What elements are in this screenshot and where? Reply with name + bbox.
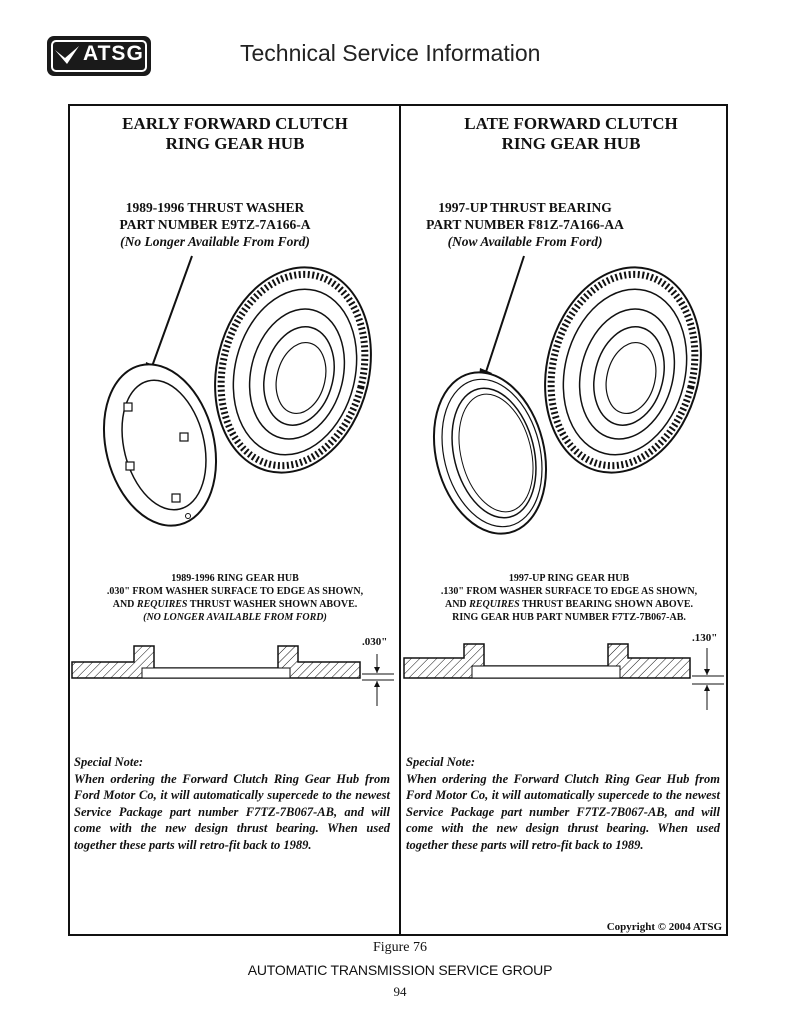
right-cross-section xyxy=(404,640,726,715)
left-spec xyxy=(70,572,400,624)
right-spec xyxy=(402,572,736,624)
right-note-text: When ordering the Forward Clutch Ring Gear Hub from Ford Motor Co, it will automatically supercede to the newest Service Package part number F7TZ-7B067-AB, and will come with the new design thrust bearing. When used together these parts will retro-fit back to 1989. xyxy=(406,771,720,852)
left-heading xyxy=(70,114,400,154)
right-part-line3: (Now Available From Ford) xyxy=(447,234,603,249)
left-note-text: When ordering the Forward Clutch Ring Gear Hub from Ford Motor Co, it will automatically supercede to the newest Service Package part number F7TZ-7B067-AB, and will come with the new design thrust bearing. When used together these parts will retro-fit back to 1989. xyxy=(74,771,390,852)
left-note-label: Special Note: xyxy=(74,755,144,769)
right-part-info xyxy=(400,199,650,250)
right-spec-line4: RING GEAR HUB PART NUMBER F7TZ-7B067-AB. xyxy=(452,612,686,623)
right-illustration xyxy=(430,250,720,540)
left-special-note xyxy=(74,754,390,853)
copyright-text: Copyright © 2004 ATSG xyxy=(606,921,722,933)
footer-org: AUTOMATIC TRANSMISSION SERVICE GROUP xyxy=(247,962,553,978)
right-spec-line2: .130" FROM WASHER SURFACE TO EDGE AS SHOWN, xyxy=(440,586,698,597)
left-part-line2: PART NUMBER E9TZ-7A166-A xyxy=(119,217,311,232)
logo-text: ATSG xyxy=(83,42,144,65)
right-part-line1: 1997-UP THRUST BEARING xyxy=(438,200,612,215)
left-part-info xyxy=(70,199,360,250)
left-dimension-label: .030" xyxy=(362,636,388,648)
page-title: Technical Service Information xyxy=(240,40,541,66)
right-dimension-label: .130" xyxy=(692,632,718,644)
left-spec-line3: AND REQUIRES THRUST WASHER SHOWN ABOVE. xyxy=(112,599,358,610)
left-heading-line2: RING GEAR HUB xyxy=(165,134,305,153)
right-heading-line2: RING GEAR HUB xyxy=(501,134,641,153)
right-heading-line1: LATE FORWARD CLUTCH xyxy=(464,114,678,133)
right-spec-line3: AND REQUIRES THRUST BEARING SHOWN ABOVE. xyxy=(444,599,694,610)
right-note-label: Special Note: xyxy=(406,755,476,769)
right-part-line2: PART NUMBER F81Z-7A166-AA xyxy=(426,217,624,232)
figure-caption: Figure 76 xyxy=(372,940,428,955)
left-heading-line1: EARLY FORWARD CLUTCH xyxy=(122,114,348,133)
left-illustration xyxy=(100,250,390,540)
checkmark-logo-icon xyxy=(53,44,81,66)
left-part-line3: (No Longer Available From Ford) xyxy=(120,234,310,249)
right-spec-line1: 1997-UP RING GEAR HUB xyxy=(508,573,630,584)
right-special-note xyxy=(406,754,720,853)
left-part-line1: 1989-1996 THRUST WASHER xyxy=(125,200,305,215)
page-number: 94 xyxy=(393,984,407,999)
right-heading xyxy=(402,114,740,154)
atsg-logo xyxy=(47,36,151,76)
left-spec-line4: (NO LONGER AVAILABLE FROM FORD) xyxy=(143,612,327,623)
left-cross-section xyxy=(72,640,397,715)
left-spec-line2: .030" FROM WASHER SURFACE TO EDGE AS SHOWN, xyxy=(106,586,364,597)
left-spec-line1: 1989-1996 RING GEAR HUB xyxy=(171,573,299,584)
